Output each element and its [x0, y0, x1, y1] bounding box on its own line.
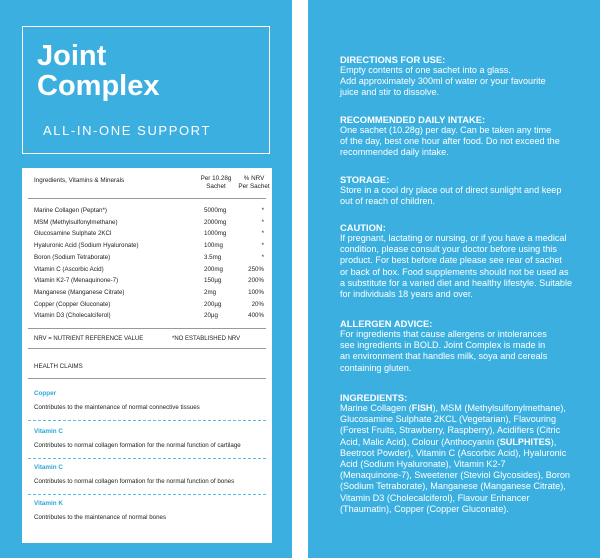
rows-divider — [28, 328, 266, 329]
ingredient-amount: 100mg — [204, 242, 223, 250]
ingredient-row — [22, 207, 272, 217]
allergen-title: ALLERGEN ADVICE: — [340, 318, 433, 329]
directions-section — [340, 54, 574, 99]
intake-body: One sachet (10.28g) per day. Can be taken any time of the day, best one hour after food. Do not exceed the recommended daily intake. — [340, 125, 560, 158]
ingredient-amount: 200µg — [204, 300, 222, 308]
allergen-sulphites: SULPHITES — [499, 436, 551, 447]
header-nrv-line1: % NRV — [243, 175, 265, 182]
product-title — [37, 41, 159, 101]
ingredient-amount: 2000mg — [204, 218, 227, 226]
ingredient-amount: 3.5mg — [204, 253, 222, 261]
ingredient-nrv: * — [261, 218, 264, 226]
ingredient-nrv: * — [261, 242, 264, 250]
ingredient-row — [22, 289, 272, 299]
ingredients-section — [340, 392, 574, 515]
ingredient-nrv: 400% — [248, 312, 264, 320]
ingredients-part-3: ), Beetroot Powder), Vitamin C (Ascorbic Acid), Hyaluronic Acid (Sodium Hyaluronate), Vitamin K2-7 (Menaquinone-7), Sweetener (Steviol Glycosides), Boron (Sodium Tetraborate), Manganese (Manganese Citrate), Vitamin D3 (Cholecalciferol), Flavour Enhancer (Thaumatin), Copper (Copper Gluconate). — [340, 436, 570, 514]
ingredient-name: Boron (Sodium Tetraborate) — [34, 253, 111, 261]
directions-body: Empty contents of one sachet into a glass. Add approximately 300ml of water or your favourite juice and stir to dissolve. — [340, 65, 546, 98]
ingredient-amount: 2mg — [204, 288, 217, 296]
caution-section — [340, 222, 574, 300]
header-per-sachet-line1: Per 10.28g — [200, 175, 232, 182]
ingredients-part-2: ), MSM (Methylsulfonylmethane), Glucosamine Sulphate 2KCL (Vegetarian), Flavouring (Forest Fruits, Strawberry, Raspberry), Acidifiers (Citric Acid, Malic Acid), Colour (Anthocyanin ( — [340, 403, 566, 447]
ingredient-row — [22, 254, 272, 264]
ingredient-name: Marine Collagen (Peptan*) — [34, 207, 107, 214]
allergen-section — [340, 318, 574, 374]
ingredient-row — [22, 301, 272, 311]
table-header — [22, 168, 272, 196]
ingredient-nrv: 20% — [251, 300, 264, 308]
directions-title: DIRECTIONS FOR USE: — [340, 54, 446, 65]
ingredient-name: MSM (Methylsulfonylmethane) — [34, 218, 118, 226]
storage-section — [340, 174, 574, 207]
title-box — [22, 26, 270, 154]
footnote-divider — [28, 348, 266, 349]
title-line-2: Complex — [37, 70, 160, 102]
nutrition-table — [22, 168, 272, 543]
ingredients-part-1: Marine Collagen ( — [340, 403, 412, 413]
claim-text: Contributes to normal collagen formation for the normal function of cartilage — [34, 442, 241, 449]
claim-divider — [28, 494, 266, 495]
claim-text: Contributes to the maintenance of normal bones — [34, 514, 167, 521]
ingredient-row — [22, 242, 272, 252]
ingredient-row — [22, 277, 272, 287]
allergen-body: For ingredients that cause allergens or intolerances see ingredients in BOLD. Joint Complex is made in an environment that handles milk, soya and cereals containing gluten. — [340, 329, 548, 373]
title-line-1: Joint — [37, 40, 107, 72]
ingredient-row — [22, 219, 272, 229]
ingredient-nrv: 200% — [248, 277, 264, 285]
claim-text: Contributes to normal collagen formation for the normal function of bones — [34, 478, 235, 485]
ingredients-title: INGREDIENTS: — [340, 392, 408, 403]
ingredient-amount: 200mg — [204, 265, 223, 273]
ingredient-nrv: 250% — [248, 265, 264, 273]
header-divider — [28, 198, 266, 199]
claim-nutrient: Vitamin C — [34, 428, 63, 435]
ingredient-nrv: 100% — [248, 288, 264, 296]
ingredient-amount: 5000mg — [204, 207, 227, 214]
ingredient-nrv: * — [261, 230, 264, 238]
caution-body: If pregnant, lactating or nursing, or if you have a medical condition, please consult your doctor before using this product. For best before date please see rear of sachet or back of box. Food supplements should not be used as a substitute for a varied diet and healthy lifestyle. Suitable for individuals 18 years and over. — [340, 233, 573, 300]
header-ingredients: Ingredients, Vitamins & Minerals — [34, 177, 125, 184]
ingredient-name: Vitamin K2-7 (Menaquinone-7) — [34, 277, 119, 285]
ingredient-name: Manganese (Manganese Citrate) — [34, 288, 125, 296]
ingredient-nrv: * — [261, 253, 264, 261]
caution-title: CAUTION: — [340, 222, 386, 233]
ingredient-nrv: * — [261, 207, 264, 214]
storage-body: Store in a cool dry place out of direct sunlight and keep out of reach of children. — [340, 185, 562, 207]
header-per-sachet — [196, 175, 236, 191]
claim-nutrient: Copper — [34, 390, 57, 397]
claim-nutrient: Vitamin C — [34, 464, 63, 471]
claim-divider — [28, 458, 266, 459]
ingredient-name: Glucosamine Sulphate 2KCl — [34, 230, 112, 238]
claim-nutrient: Vitamin K — [34, 500, 63, 507]
panel-gap — [292, 0, 308, 558]
ingredient-name: Hyaluronic Acid (Sodium Hyaluronate) — [34, 242, 139, 250]
product-subtitle: ALL-IN-ONE SUPPORT — [43, 123, 211, 138]
health-claims-title: HEALTH CLAIMS — [34, 363, 83, 370]
storage-title: STORAGE: — [340, 174, 390, 185]
allergen-fish: FISH — [411, 403, 433, 413]
footnote-nrv: NRV = NUTRIENT REFERENCE VALUE — [34, 336, 144, 342]
intake-section — [340, 114, 574, 159]
ingredient-row — [22, 230, 272, 240]
header-per-sachet-line2: Sachet — [206, 183, 226, 190]
claim-divider — [28, 420, 266, 421]
header-nrv — [234, 175, 274, 191]
ingredient-name: Vitamin D3 (Cholecalciferol) — [34, 312, 111, 320]
claims-divider — [28, 378, 266, 379]
ingredients-body — [340, 403, 574, 515]
claim-text: Contributes to the maintenance of normal connective tissues — [34, 404, 200, 411]
header-nrv-line2: Per Sachet — [238, 183, 270, 190]
intake-title: RECOMMENDED DAILY INTAKE: — [340, 114, 486, 125]
footnote-no-nrv: *NO ESTABLISHED NRV — [172, 336, 241, 342]
ingredient-amount: 1000mg — [204, 230, 227, 238]
ingredient-row — [22, 312, 272, 322]
ingredient-row — [22, 266, 272, 276]
ingredient-name: Copper (Copper Gluconate) — [34, 300, 111, 308]
ingredient-amount: 20µg — [204, 312, 218, 320]
ingredient-amount: 150µg — [204, 277, 222, 285]
ingredient-name: Vitamin C (Ascorbic Acid) — [34, 265, 104, 273]
